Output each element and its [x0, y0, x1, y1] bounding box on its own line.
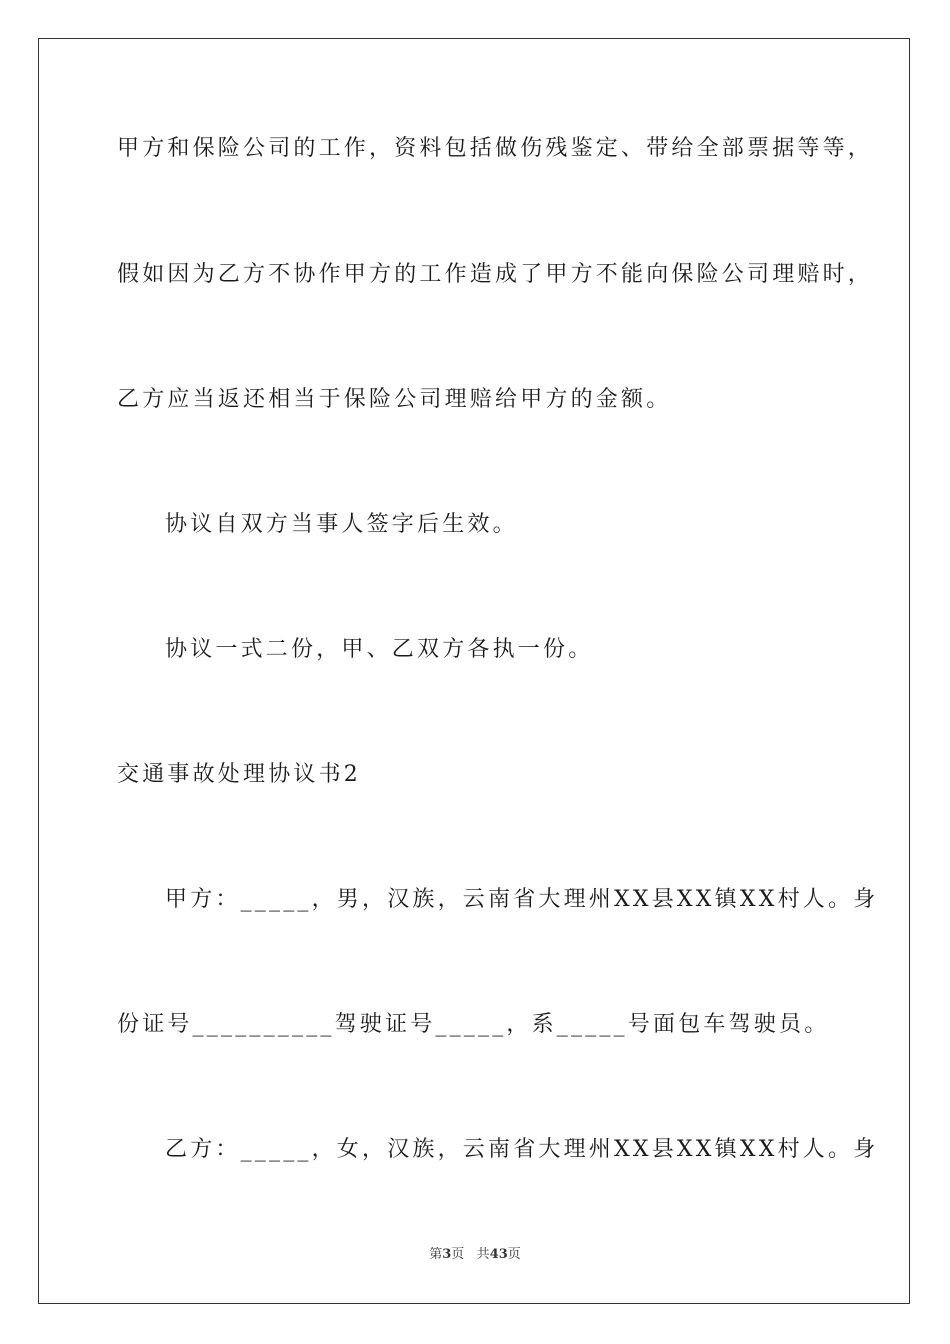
body-line-3: 乙方应当返还相当于保险公司理赔给甲方的金额。 — [117, 387, 672, 412]
party-a-line-2: 份证号__________驾驶证号_____，系_____号面包车驾驶员。 — [117, 1012, 830, 1037]
page-footer — [0, 1246, 950, 1264]
party-a-line-1: 甲方：_____，男，汉族，云南省大理州XX县XX镇XX村人。身 — [165, 887, 879, 912]
section-heading: 交通事故处理协议书2 — [117, 762, 361, 787]
party-b-line-1: 乙方：_____，女，汉族，云南省大理州XX县XX镇XX村人。身 — [165, 1137, 879, 1162]
footer-page-prefix: 第 — [429, 1247, 443, 1262]
footer-page-suffix: 页 — [451, 1247, 465, 1262]
footer-current-page: 3 — [442, 1247, 452, 1262]
body-line-2: 假如因为乙方不协作甲方的工作造成了甲方不能向保险公司理赔时， — [117, 262, 874, 287]
page-border — [38, 38, 910, 1304]
footer-total-pages: 43 — [489, 1247, 508, 1262]
body-line-1: 甲方和保险公司的工作，资料包括做伤残鉴定、带给全部票据等等， — [117, 136, 874, 161]
footer-total-prefix: 共 — [476, 1247, 490, 1262]
footer-total-suffix: 页 — [507, 1247, 521, 1262]
paragraph-copies: 协议一式二份，甲、乙双方各执一份。 — [165, 637, 594, 662]
paragraph-effective: 协议自双方当事人签字后生效。 — [165, 512, 518, 537]
